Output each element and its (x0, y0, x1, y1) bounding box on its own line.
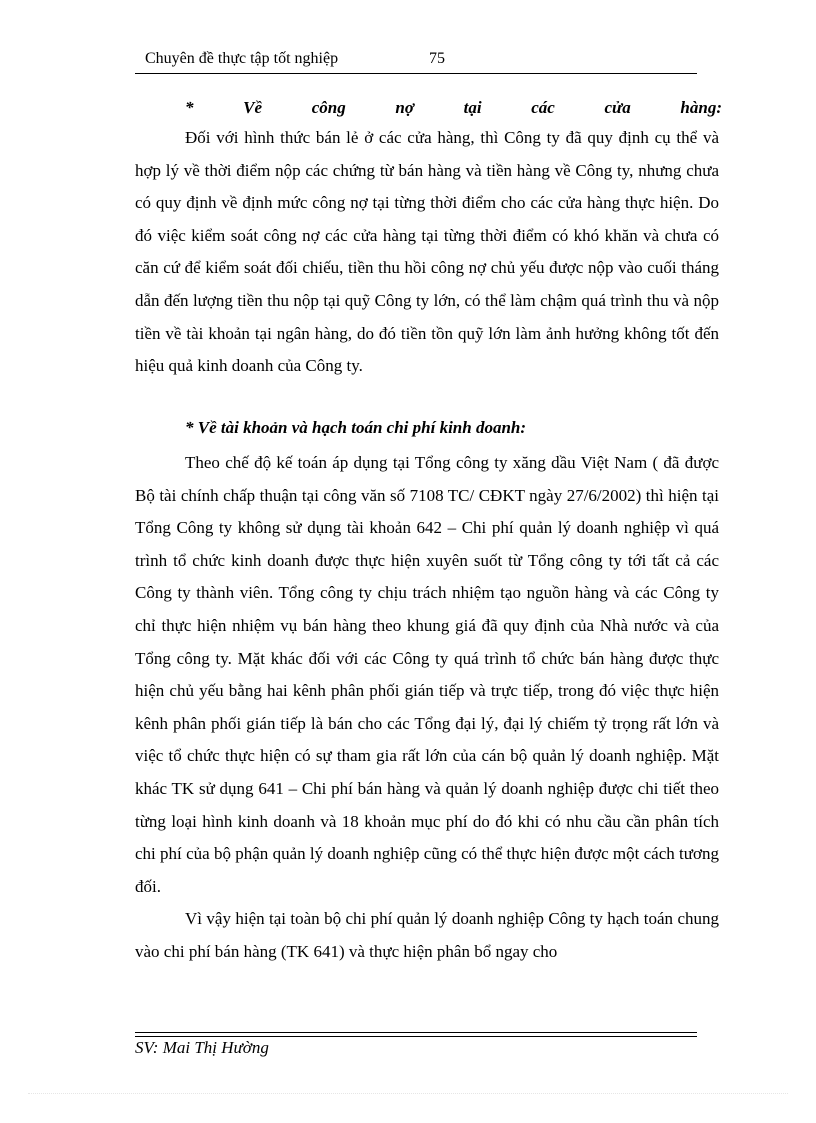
account-section-body (135, 447, 719, 969)
page-edge-line (28, 1093, 788, 1094)
debt-section-body (135, 122, 719, 383)
debt-section-heading: * Về công nợ tại các cửa hàng: (185, 98, 722, 117)
account-paragraph-2: Vì vậy hiện tại toàn bộ chi phí quản lý doanh nghiệp Công ty hạch toán chung vào chi phí bán hàng (TK 641) và thực hiện phân bổ ngay cho (135, 909, 719, 961)
account-section-heading: * Về tài khoản và hạch toán chi phí kinh doanh: (185, 418, 527, 437)
account-paragraph-1: Theo chế độ kế toán áp dụng tại Tổng công ty xăng dầu Việt Nam ( đã được Bộ tài chính chấp thuận tại công văn số 7108 TC/ CĐKT ngày 27/6/2002) thì hiện tại Tổng Công ty không sử dụng tài khoản 642 – Chi phí quản lý doanh nghiệp vì quá trình tổ chức kinh doanh được thực hiện xuyên suốt từ Tổng công ty tới tất cả các Công ty thành viên. Tổng công ty chịu trách nhiệm tạo nguồn hàng và các Công ty chỉ thực hiện nhiệm vụ bán hàng theo khung giá đã quy định của Nhà nước và của Tổng công ty. Mặt khác đối với các Công ty quá trình tổ chức bán hàng được thực hiện chủ yếu bằng hai kênh phân phối gián tiếp và trực tiếp, trong đó việc thực hiện kênh phân phối gián tiếp là bán cho các Tổng đại lý, đại lý chiếm tỷ trọng rất lớn và việc tổ chức thực hiện có sự tham gia rất lớn của cán bộ quản lý doanh nghiệp. Mặt khác TK sử dụng 641 – Chi phí bán hàng và quản lý doanh nghiệp được chi tiết theo từng loại hình kinh doanh và 18 khoản mục phí do đó khi có nhu cầu cần phân tích chi phí của bộ phận quản lý doanh nghiệp cũng có thể thực hiện được một cách tương đối. (135, 453, 719, 896)
footer-divider (135, 1032, 697, 1037)
page-number: 75 (429, 50, 445, 67)
footer-author: SV: Mai Thị Hường (135, 1038, 269, 1057)
document-title: Chuyên đề thực tập tốt nghiệp (145, 50, 339, 67)
debt-paragraph: Đối với hình thức bán lẻ ở các cửa hàng, thì Công ty đã quy định cụ thể và hợp lý về thời điểm nộp các chứng từ bán hàng và tiền hàng về Công ty, nhưng chưa có quy định về định mức công nợ tại từng thời điểm cho các cửa hàng thực hiện. Do đó việc kiểm soát công nợ các cửa hàng tại từng thời điểm có khó khăn và chưa có căn cứ để kiểm soát đối chiếu, tiền thu hồi công nợ chủ yếu được nộp vào cuối tháng dẫn đến lượng tiền thu nộp tại quỹ Công ty lớn, có thể làm chậm quá trình thu và nộp tiền về tài khoản tại ngân hàng, do đó tiền tồn quỹ lớn làm ảnh hưởng không tốt đến hiệu quả kinh doanh của Công ty. (135, 128, 719, 376)
page-header (135, 47, 697, 74)
